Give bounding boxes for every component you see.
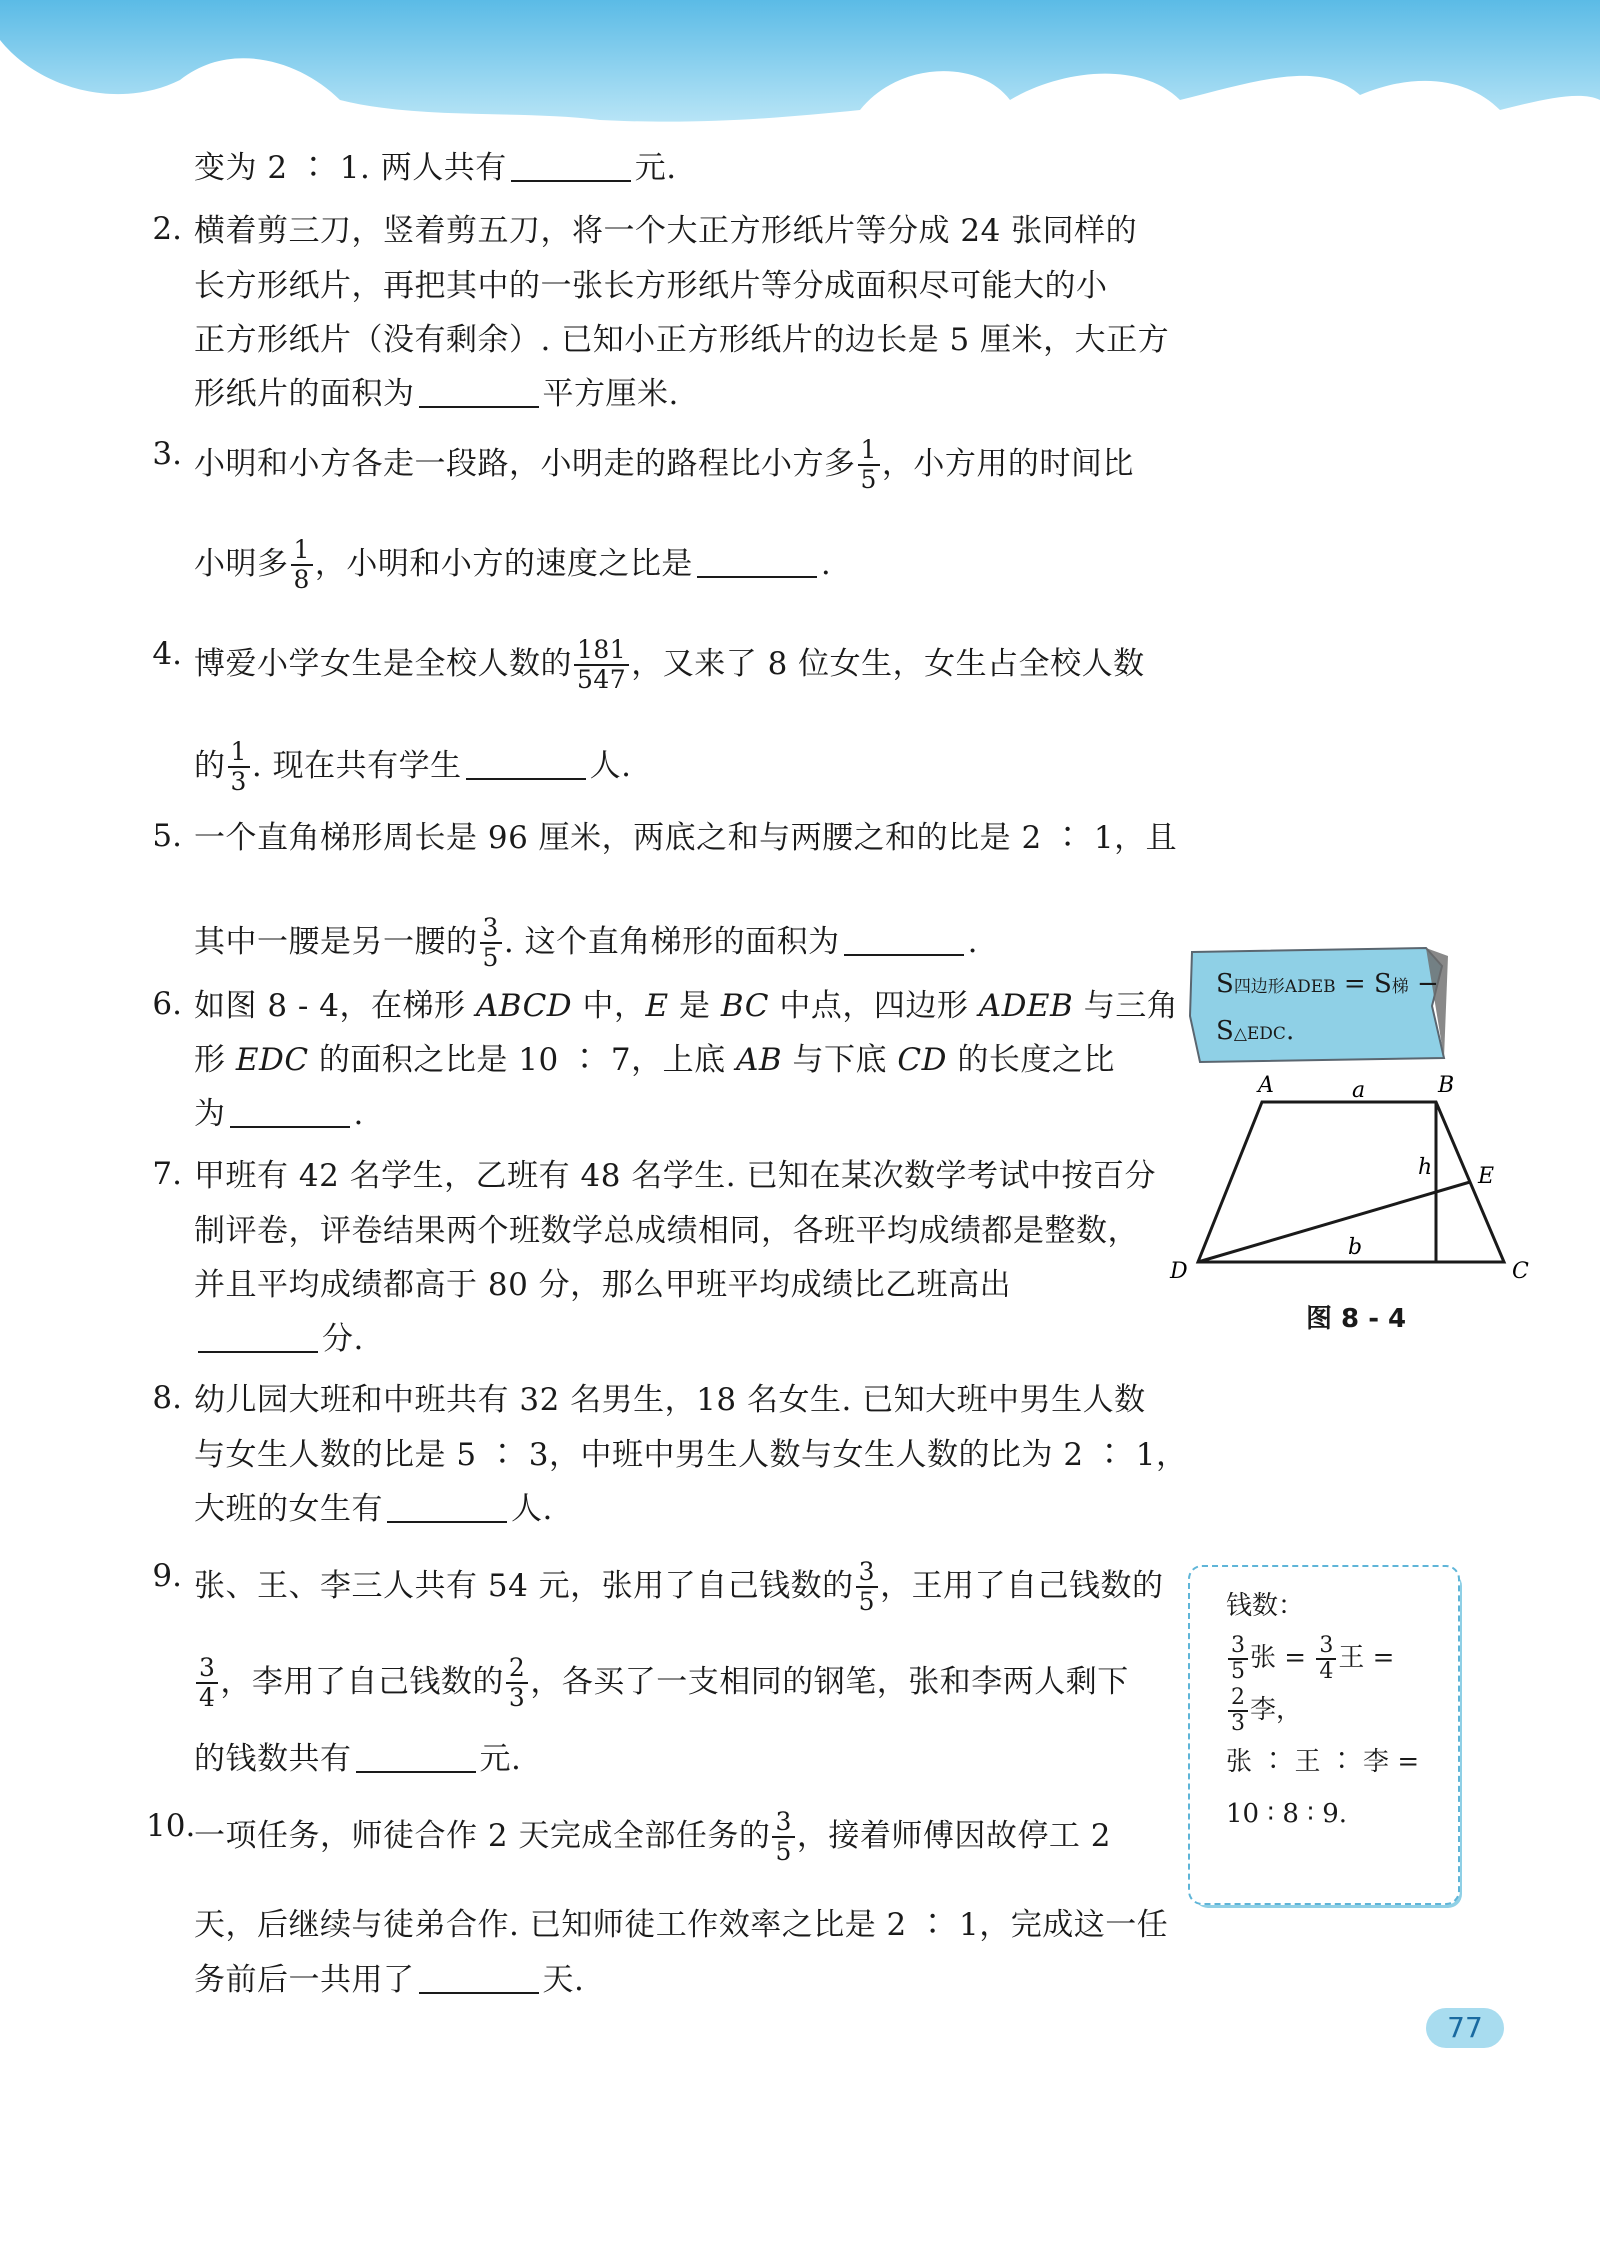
- problem-line: [194, 737, 632, 796]
- problem-line: [194, 535, 832, 594]
- problem-line: [194, 1962, 584, 1998]
- math-variable: AB: [736, 1042, 783, 1078]
- text-run: 甲班有 42 名学生，乙班有 48 名学生. 已知在某次数学考试中按百分: [194, 1158, 1157, 1194]
- problem-line: [194, 1807, 1111, 1866]
- answer-blank[interactable]: [419, 378, 539, 408]
- problem-line: [194, 1158, 1156, 1194]
- problem-line: [194, 1491, 553, 1527]
- answer-blank[interactable]: [511, 152, 631, 182]
- fraction-denominator: 5: [482, 943, 499, 972]
- fraction-denominator: 547: [577, 665, 627, 694]
- problem-line: [194, 435, 1134, 494]
- text-run: 幼儿园大班和中班共有 32 名男生，18 名女生. 已知大班中男生人数: [194, 1382, 1146, 1418]
- fraction: [856, 1558, 878, 1616]
- note-line: [1226, 1632, 1419, 1684]
- problem-line: [194, 376, 679, 412]
- problem-number: 10.: [146, 1808, 196, 1844]
- answer-blank[interactable]: [419, 1964, 539, 1994]
- problem-line: [194, 988, 1178, 1024]
- text-run: 10 ∶ 8 ∶ 9.: [1226, 1799, 1348, 1829]
- fraction-denominator: 3: [230, 767, 247, 796]
- area-formula-note: [1186, 946, 1448, 1064]
- text-run: 人.: [511, 1491, 553, 1527]
- text-run: 横着剪三刀，竖着剪五刀，将一个大正方形纸片等分成 24 张同样的: [194, 213, 1138, 249]
- problem-line: [194, 1213, 1139, 1249]
- math-variable: E: [645, 988, 669, 1024]
- text-run: 元.: [634, 150, 677, 186]
- text-run: 一个直角梯形周长是 96 厘米，两底之和与两腰之和的比是 2 ∶ 1，且: [194, 820, 1178, 856]
- text-run: 天.: [542, 1962, 585, 1998]
- fraction-numerator: 2: [1228, 1686, 1248, 1712]
- text-run: 钱数：: [1226, 1591, 1305, 1621]
- problem-number: 7.: [152, 1156, 182, 1192]
- text-run: 大班的女生有: [194, 1491, 383, 1527]
- text-run: 变为 2 ∶ 1. 两人共有: [194, 150, 507, 186]
- text-run: 小明和小方各走一段路，小明走的路程比小方多: [194, 445, 856, 482]
- label-b-vertex: B: [1438, 1073, 1455, 1098]
- text-run: 与女生人数的比是 5 ∶ 3，中班中男生人数与女生人数的比为 2 ∶ 1，: [194, 1437, 1188, 1473]
- answer-blank[interactable]: [844, 926, 964, 956]
- fraction-numerator: 181: [574, 636, 629, 666]
- math-variable: BC: [720, 988, 769, 1024]
- subscript: △EDC: [1233, 1024, 1286, 1044]
- text-run: 的: [194, 747, 226, 784]
- problem-number: 2.: [152, 211, 182, 247]
- text-run: 务前后一共用了: [194, 1962, 415, 1998]
- fraction-denominator: 4: [199, 1683, 216, 1712]
- text-run: 正方形纸片（没有剩余）. 已知小正方形纸片的边长是 5 厘米，大正方: [194, 322, 1170, 358]
- text-run: 是: [668, 988, 721, 1024]
- text-run: 张 =: [1250, 1643, 1315, 1673]
- fraction-denominator: 5: [860, 465, 877, 494]
- text-run: ，又来了 8 位女生，女生占全校人数: [631, 645, 1145, 682]
- text-run: 形: [194, 1042, 236, 1078]
- fraction-denominator: 5: [1231, 1659, 1245, 1684]
- fraction-numerator: 1: [858, 436, 880, 466]
- text-run: 中，: [572, 988, 646, 1024]
- subscript: 四边形ADEB: [1233, 977, 1336, 997]
- text-run: ，各买了一支相同的钢笔，张和李两人剩下: [530, 1663, 1129, 1700]
- fraction-numerator: 3: [196, 1654, 218, 1684]
- problem-number: 9.: [152, 1558, 182, 1594]
- label-a-length: a: [1352, 1078, 1366, 1103]
- fraction-numerator: 2: [506, 1654, 528, 1684]
- fraction: [1228, 1634, 1248, 1684]
- problem-line: [194, 635, 1145, 694]
- fraction-denominator: 8: [293, 565, 310, 594]
- text-run: . 这个直角梯形的面积为: [503, 923, 840, 960]
- figure-caption: 图 8 - 4: [1306, 1304, 1407, 1334]
- page-number: 77: [1426, 2008, 1504, 2048]
- problem-line: [194, 150, 677, 186]
- text-run: 的面积之比是 10 ∶ 7，上底: [308, 1042, 737, 1078]
- note-line: [1226, 1580, 1419, 1632]
- text-run: 制评卷，评卷结果两个班数学总成绩相同，各班平均成绩都是整数，: [194, 1213, 1139, 1249]
- fraction-numerator: 3: [772, 1808, 794, 1838]
- fraction-denominator: 3: [1231, 1711, 1245, 1736]
- problem-line: [194, 1741, 521, 1777]
- sky-cloud-header: [0, 0, 1600, 150]
- problem-number: 8.: [152, 1380, 182, 1416]
- text-run: . 现在共有学生: [251, 747, 462, 784]
- fraction-denominator: 5: [775, 1837, 792, 1866]
- fraction: [228, 738, 250, 796]
- fraction-numerator: 3: [480, 914, 502, 944]
- text-run: S: [1216, 969, 1234, 999]
- problem-line: [194, 913, 978, 972]
- problem-line: [194, 1557, 1164, 1616]
- text-run: ，小明和小方的速度之比是: [314, 545, 693, 582]
- problem-line: [194, 820, 1177, 856]
- problem-line: [194, 1437, 1188, 1473]
- problem-line: [194, 1382, 1146, 1418]
- text-run: −: [1408, 969, 1439, 999]
- text-run: 的长度之比: [946, 1042, 1115, 1078]
- label-h: h: [1418, 1155, 1433, 1180]
- text-run: = S: [1335, 969, 1392, 999]
- text-run: 为: [194, 1096, 226, 1132]
- math-variable: ABCD: [475, 988, 573, 1024]
- text-run: 一项任务，师徒合作 2 天完成全部任务的: [194, 1817, 771, 1854]
- fraction: [1228, 1686, 1248, 1736]
- problem-line: [194, 1321, 364, 1357]
- problem-line: [194, 268, 1108, 304]
- answer-blank[interactable]: [230, 1098, 350, 1128]
- text-run: .: [353, 1096, 364, 1132]
- label-b-length: b: [1348, 1235, 1363, 1260]
- fraction: [574, 636, 629, 694]
- text-run: 与下底: [782, 1042, 898, 1078]
- subscript: 梯: [1391, 977, 1409, 997]
- answer-blank[interactable]: [387, 1493, 507, 1523]
- text-run: 形纸片的面积为: [194, 376, 415, 412]
- text-run: S: [1216, 1016, 1234, 1046]
- fraction-numerator: 1: [228, 738, 250, 768]
- text-run: 元.: [479, 1741, 522, 1777]
- note-line: [1226, 1684, 1419, 1736]
- text-run: .: [820, 545, 832, 582]
- text-run: ，李用了自己钱数的: [220, 1663, 504, 1700]
- text-run: .: [967, 923, 978, 960]
- text-run: 的钱数共有: [194, 1741, 352, 1777]
- fraction-numerator: 1: [291, 536, 313, 566]
- fraction: [1316, 1634, 1336, 1684]
- text-run: 并且平均成绩都高于 80 分，那么甲班平均成绩比乙班高出: [194, 1267, 1012, 1303]
- math-variable: CD: [897, 1042, 947, 1078]
- text-run: ，接着师傅因故停工 2: [796, 1817, 1111, 1854]
- answer-blank[interactable]: [356, 1743, 476, 1773]
- text-run: 平方厘米.: [542, 376, 679, 412]
- fraction-numerator: 3: [856, 1558, 878, 1588]
- text-run: 博爱小学女生是全校人数的: [194, 645, 572, 682]
- text-run: ，小方用的时间比: [881, 445, 1134, 482]
- math-variable: ADEB: [978, 988, 1074, 1024]
- label-a-vertex: A: [1258, 1073, 1274, 1098]
- problem-number: 3.: [152, 436, 182, 472]
- fraction: [772, 1808, 794, 1866]
- fraction-numerator: 3: [1228, 1634, 1248, 1660]
- text-run: 天，后继续与徒弟合作. 已知师徒工作效率之比是 2 ∶ 1，完成这一任: [194, 1907, 1169, 1943]
- text-run: ，王用了自己钱数的: [880, 1567, 1164, 1604]
- text-run: 如图 8 - 4，在梯形: [194, 988, 476, 1024]
- problem-line: [194, 1907, 1168, 1943]
- fraction: [858, 436, 880, 494]
- label-d-vertex: D: [1170, 1259, 1188, 1284]
- problem-line: [194, 322, 1169, 358]
- answer-blank[interactable]: [466, 750, 586, 780]
- answer-blank[interactable]: [198, 1323, 318, 1353]
- note-line: [1226, 1736, 1419, 1788]
- answer-blank[interactable]: [697, 548, 817, 578]
- formula-line-2: [1216, 1009, 1439, 1056]
- text-run: 中点，四边形: [768, 988, 979, 1024]
- problem-number: 5.: [152, 818, 182, 854]
- text-run: 人.: [589, 747, 632, 784]
- segment-de: [1198, 1182, 1470, 1262]
- fraction: [506, 1654, 528, 1712]
- text-run: 与三角: [1073, 988, 1179, 1024]
- text-run: 张 ∶ 王 ∶ 李 =: [1226, 1747, 1420, 1777]
- text-run: .: [1285, 1016, 1295, 1046]
- trapezoid-figure: [1160, 1070, 1530, 1320]
- problem-line: [194, 1653, 1129, 1712]
- problem-line: [194, 1267, 1011, 1303]
- formula-line-1: [1216, 962, 1439, 1009]
- fraction: [291, 536, 313, 594]
- fraction-denominator: 4: [1319, 1659, 1334, 1684]
- fraction-denominator: 3: [508, 1683, 526, 1712]
- note-line: [1226, 1788, 1419, 1840]
- fraction-denominator: 5: [858, 1587, 876, 1616]
- text-run: 李，: [1250, 1695, 1303, 1725]
- text-run: 王 =: [1338, 1643, 1395, 1673]
- problem-line: [194, 1096, 364, 1132]
- fraction-numerator: 3: [1316, 1634, 1336, 1660]
- text-run: 分.: [322, 1321, 364, 1357]
- text-run: 长方形纸片，再把其中的一张长方形纸片等分成面积尽可能大的小: [194, 268, 1108, 304]
- label-e-point: E: [1478, 1164, 1495, 1189]
- math-variable: EDC: [235, 1042, 309, 1078]
- label-c-vertex: C: [1512, 1259, 1529, 1284]
- problem-line: [194, 1042, 1115, 1078]
- problem-number: 6.: [152, 986, 182, 1022]
- text-run: 张、王、李三人共有 54 元，张用了自己钱数的: [194, 1567, 854, 1604]
- money-note-text: [1226, 1580, 1419, 1840]
- text-run: 小明多: [194, 545, 289, 582]
- fraction: [196, 1654, 218, 1712]
- problem-line: [194, 213, 1137, 249]
- fraction: [480, 914, 502, 972]
- text-run: 其中一腰是另一腰的: [194, 923, 478, 960]
- problem-number: 4.: [152, 636, 182, 672]
